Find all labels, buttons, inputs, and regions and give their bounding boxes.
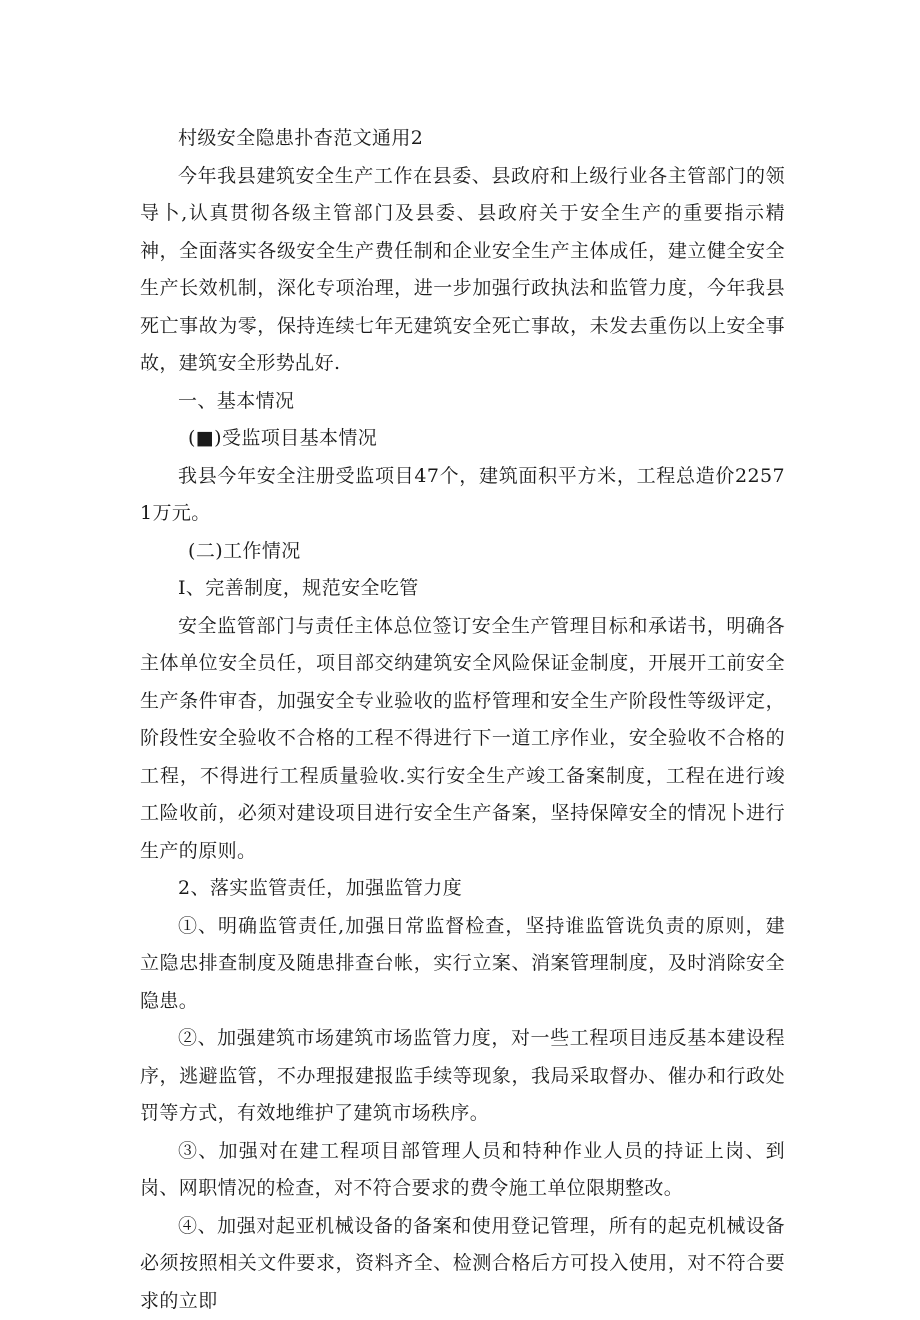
heading-basic-situation: 一、基本情况	[140, 383, 785, 421]
heading-improve-system: I、完善制度，规范安全吃管	[140, 570, 785, 608]
document-body	[140, 120, 785, 1320]
paragraph-project-stats: 我县今年安全注册受监项目47个，建筑面积平方米，工程总造价22571万元。	[140, 458, 785, 533]
subheading-work-situation: (二)工作情况	[140, 533, 785, 571]
paragraph-item-1: ①、明确监管责任,加强日常监督检查，坚持谁监管诜负责的原则，建立隐忠排查制度及随患排查台帐，实行立案、消案管理制度，及时消除安全隐患。	[140, 908, 785, 1021]
paragraph-item-4: ④、加强对起亚机械设备的备案和使用登记管理，所有的起克机械设备必须按照相关文件要求，资料齐全、检测合格后方可投入使用，对不符合要求的立即	[140, 1208, 785, 1320]
paragraph-intro: 今年我县建筑安全生产工作在县委、县政府和上级行业各主管部门的领导卜,认真贯彻各级主管部门及县委、县政府关于安全生产的重要指示精神，全面落实各级安全生产费任制和企业安全生产主体成任，建立健全安全生产长效机制，深化专项治理，进一步加强行政执法和监管力度，今年我县死亡事故为零，保持连续七年无建筑安全死亡事故，未发去重伤以上安全事故，建筑安全形势乩好.	[140, 158, 785, 383]
paragraph-item-3: ③、加强对在建工程项目部管理人员和特种作业人员的持证上岗、到岗、网职情况的检查，对不符合要求的费令施工单位限期整改。	[140, 1133, 785, 1208]
paragraph-supervision-system: 安全监管部门与责任主体总位签订安全生产管理目标和承诺书，明确各主体单位安全员任，项目部交纳建筑安全风险保证金制度，开展开工前安全生产条件审杳，加强安全专业验收的监杼管理和安全生产阶段性等级评定，阶段性安全验收不合格的工程不得进行下一道工序作业，安全验收不合格的工程，不得进行工程质量验收.实行安全生产竣工备案制度，工程在进行竣工险收前，必须对建设项目进行安全生产备案，坚持保障安全的情况卜进行生产的原则。	[140, 608, 785, 871]
subheading-supervised-projects: (■)受监项目基本情况	[140, 420, 785, 458]
heading-implement-responsibility: 2、落实监管责任，加强监管力度	[140, 870, 785, 908]
paragraph-item-2: ②、加强建筑市场建筑市场监管力度，对一些工程项目违反基本建设程序，逃避监管，不办理报建报监手续等现象，我局采取督办、催办和行政处罚等方式，有效地维护了建筑市场秩序。	[140, 1020, 785, 1133]
document-title: 村级安全隐患扑杳范文通用2	[140, 120, 785, 158]
